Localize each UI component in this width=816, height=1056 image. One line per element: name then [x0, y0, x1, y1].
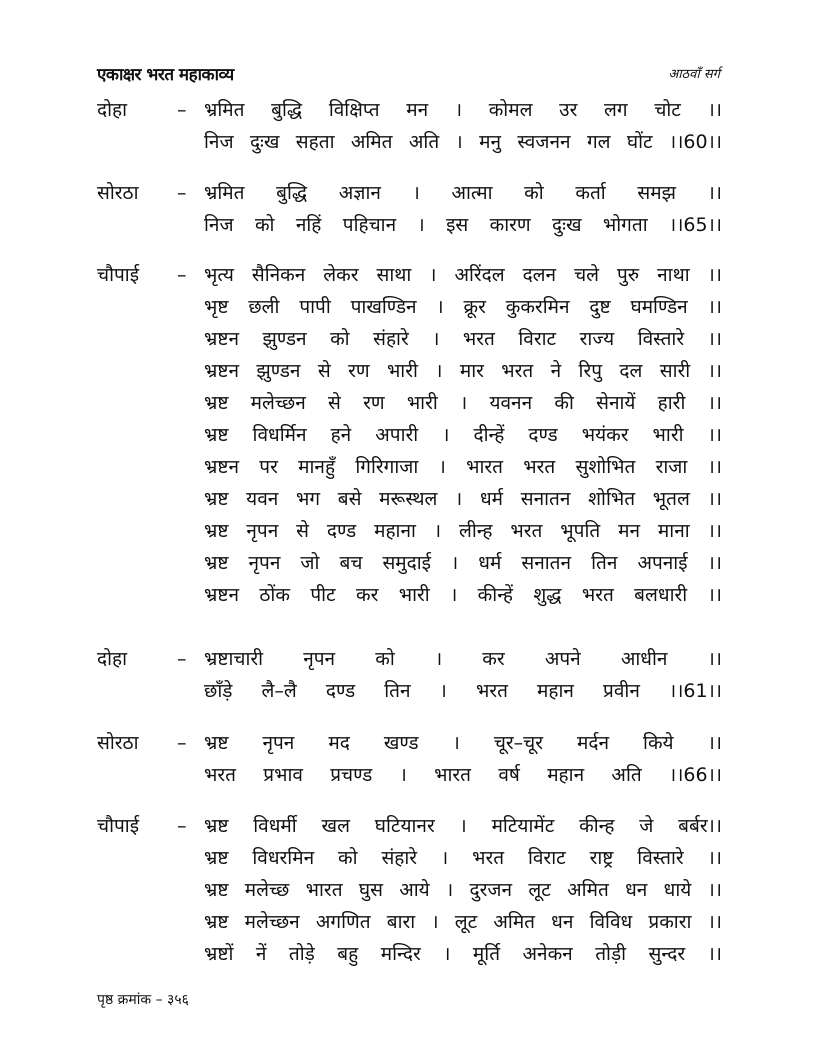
verse-type-label: दोहा: [97, 99, 128, 121]
verse-line-text: भृत्य सैनिकन लेकर साथा । अरिंदल दलन चले पुरु नाथा ।।: [204, 264, 722, 286]
verse-line: [97, 355, 722, 387]
verse-line: [97, 727, 722, 759]
verse-line: [97, 94, 722, 126]
verse-line: [97, 906, 722, 938]
verse-line-text: भ्रष्ट यवन भग बसे मरूस्थल । धर्म सनातन शोभित भूतल ।।: [204, 488, 722, 510]
verse-line: [97, 675, 722, 707]
verse-line-text: भ्रष्ट नृपन से दण्ड महाना । लीन्ह भरत भूपति मन माना ।।: [204, 520, 722, 542]
verse-dash: –: [177, 182, 187, 204]
verse-line-text: भ्रष्ट विधरमिन को संहारे । भरत विराट राष्ट्र विस्तारे ।।: [204, 847, 722, 869]
verse-line-text: निज दुःख सहता अमित अति । मनु स्वजनन गल घोंट ।।60।।: [204, 131, 722, 153]
verse-type-label: चौपाई: [97, 815, 140, 837]
verse-line-text: भ्रष्ट नृपन मद खण्ड । चूर–चूर मर्दन किये ।।: [204, 732, 722, 754]
verse-dash: –: [177, 815, 187, 837]
verse-line: [97, 126, 722, 158]
verse-line-text: भ्रमित बुद्धि अज्ञान । आत्मा को कर्ता समझ ।।: [204, 182, 722, 204]
verse-line-text: भ्रष्टों नें तोड़े बहु मन्दिर । मूर्ति अनेकन तोड़ी सुन्दर ।।: [204, 943, 722, 965]
verse-line-text: भ्रष्टन पर मानहुँ गिरिगाजा । भारत भरत सुशोभित राजा ।।: [204, 456, 722, 478]
verse-type-label: दोहा: [97, 648, 128, 670]
verse-line: [97, 938, 722, 970]
verse-dash: –: [177, 99, 187, 121]
verse-line: [97, 759, 722, 791]
verse-type-label: चौपाई: [97, 264, 140, 286]
page-number: पृष्ठ क्रमांक – ३५६: [97, 992, 189, 1008]
verse-doha: [97, 94, 722, 158]
verse-line-text: भृष्ट छली पापी पाखण्डिन । क्रूर कुकरमिन दुष्ट घमण्डिन ।।: [204, 296, 722, 318]
verse-sortha: [97, 727, 722, 791]
verse-chaupai: [97, 259, 722, 611]
verse-dash: –: [177, 648, 187, 670]
verse-line: [97, 810, 722, 842]
verse-dash: –: [177, 264, 187, 286]
verse-line-text: भ्रष्ट मलेच्छन अगणित बारा । लूट अमित धन विविध प्रकारा ।।: [204, 911, 722, 933]
verse-line: [97, 419, 722, 451]
verse-line: [97, 643, 722, 675]
verse-line: [97, 547, 722, 579]
verse-line: [97, 209, 722, 241]
verse-line-text: भ्रष्टाचारी नृपन को । कर अपने आधीन ।।: [204, 648, 722, 670]
verse-line: [97, 291, 722, 323]
verse-line: [97, 874, 722, 906]
verse-line-text: भ्रमित बुद्धि विक्षिप्त मन । कोमल उर लग चोट ।।: [204, 99, 722, 121]
verse-line-text: भ्रष्टन झुण्डन से रण भारी । मार भरत ने रिपु दल सारी ।।: [204, 360, 722, 382]
verse-line: [97, 387, 722, 419]
verse-line-text: भ्रष्ट मलेच्छन से रण भारी । यवनन की सेनायें हारी ।।: [204, 392, 722, 414]
verse-line: [97, 177, 722, 209]
verse-line: [97, 483, 722, 515]
book-title: एकाक्षर भरत महाकाव्य: [97, 65, 234, 85]
verse-line-text: भ्रष्ट नृपन जो बच समुदाई । धर्म सनातन तिन अपनाई ।।: [204, 552, 722, 574]
verse-line: [97, 579, 722, 611]
verse-doha: [97, 643, 722, 707]
verse-line: [97, 323, 722, 355]
verse-type-label: सोरठा: [97, 182, 139, 204]
verse-line-text: भ्रष्ट विधर्मिन हने अपारी । दीन्हें दण्ड भयंकर भारी ।।: [204, 424, 722, 446]
verse-line-text: भ्रष्टन झुण्डन को संहारे । भरत विराट राज्य विस्तारे ।।: [204, 328, 722, 350]
verse-line-text: निज को नहिं पहिचान । इस कारण दुःख भोगता ।।65।।: [204, 214, 722, 236]
verse-line: [97, 515, 722, 547]
verse-line-text: भ्रष्ट मलेच्छ भारत घुस आये । दुरजन लूट अमित धन धाये ।।: [204, 879, 722, 901]
chapter-label: आठवाँ सर्ग: [668, 67, 720, 82]
verse-line-text: भ्रष्टन ठोंक पीट कर भारी । कीन्हें शुद्ध भरत बलधारी ।।: [204, 584, 722, 606]
verse-line-text: छाँड़े लै–लै दण्ड तिन । भरत महान प्रवीन ।।61।।: [204, 680, 722, 702]
verse-line: [97, 842, 722, 874]
page-header: [97, 62, 720, 86]
verse-line-text: भ्रष्ट विधर्मी खल घटियानर । मटियामेंट कीन्ह जे बर्बर।।: [204, 815, 722, 837]
verse-type-label: सोरठा: [97, 732, 139, 754]
verse-chaupai: [97, 810, 722, 970]
verse-line-text: भरत प्रभाव प्रचण्ड । भारत वर्ष महान अति ।।66।।: [204, 764, 722, 786]
verse-dash: –: [177, 732, 187, 754]
verse-line: [97, 259, 722, 291]
verse-sortha: [97, 177, 722, 241]
verse-line: [97, 451, 722, 483]
